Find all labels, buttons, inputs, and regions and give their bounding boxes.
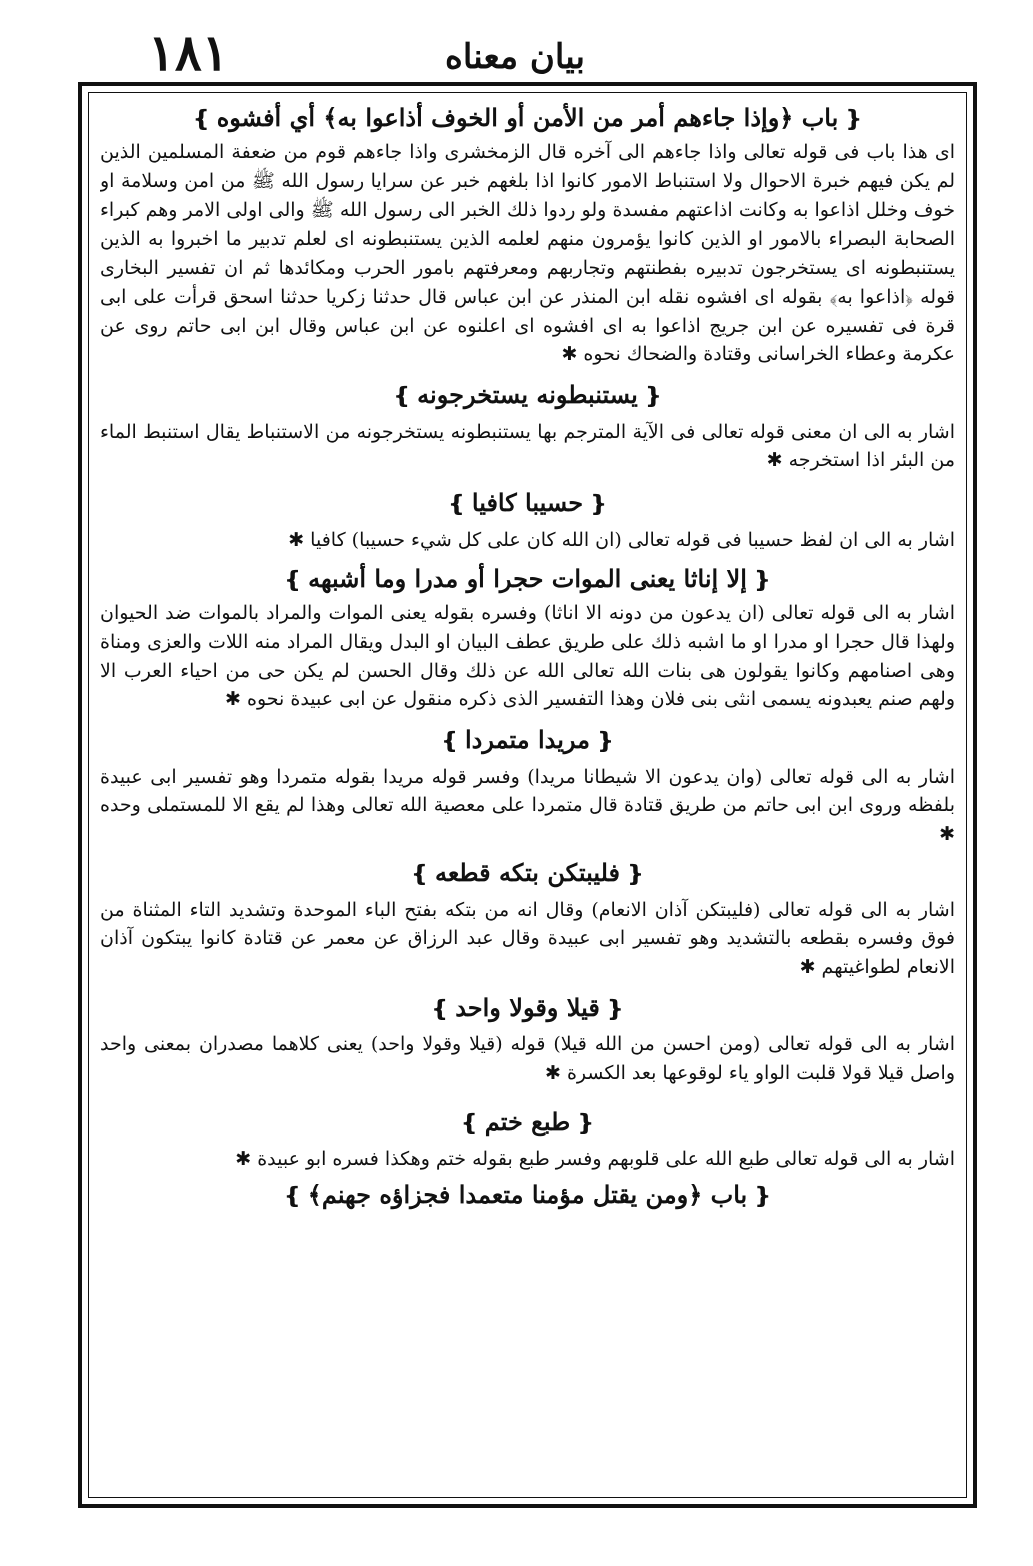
ornament-open: ❴ [844,106,863,132]
section-paragraph: اشار به الى قوله تعالى (وان يدعون الا شيطانا مريدا) وفسر قوله مريدا بقوله متمردا وهو تفسير ابى عبيدة بلفظه وروى ابن ابى حاتم من طريق قتادة قال متمردا على معصية الله تعالى وهذا لم يقع الا للمستملى وحده ✱ [100,765,955,846]
section-muridan [100,726,955,849]
section-tabaa [100,1108,955,1173]
section-heading [100,104,955,132]
section-hasiban [100,489,955,554]
ornament-open: ❴ [576,1110,595,1137]
section-heading [100,859,955,887]
ornament-close: ❵ [460,1110,479,1137]
section-heading [100,489,955,517]
section-heading [100,994,955,1022]
section-heading-text: إلا إناثا يعنى الموات حجرا أو مدرا وما أشبهه [308,563,747,593]
section-broadcasting [100,104,955,369]
running-header: بيان معناه [445,37,585,77]
ornament-open: ❴ [753,1183,772,1210]
ornament-open: ❴ [752,566,772,593]
ornament-close: ❵ [440,728,460,755]
ornament-open: ❴ [643,383,663,410]
section-heading-text: قيلا وقولا واحد [455,993,600,1023]
section-heading [100,1108,955,1136]
ornament-close: ❵ [192,106,211,132]
section-heading-text: حسيبا كافيا [471,488,584,518]
section-paragraph: اى هذا باب فى قوله تعالى واذا جاءهم الى آخره قال الزمخشرى واذا جاءهم قوم من ضعفة المسلمين الذين لم يكن فيهم خبرة الاحوال ولا استنباط الامور كانوا اذا بلغهم خبر عن سرايا رسول الله ﷺ من امن وسلامة او خوف وخلل اذاعوا به وكانت اذاعتهم مفسدة ولو ردوا ذلك الخبر الى رسول الله ﷺ والى اولى الامر وهم كبراء الصحابة البصراء بالامور او الذين كانوا يؤمرون منهم لعلمه الذين يستنبطونه اى لعلم تدبير ما اخبروا به الذين يستنبطونه اى يستخرجون تدبيره بفطنتهم وتجاربهم ومعرفتهم بامور الحرب ومكائدها ثم ان تفسير البخارى قوله ﴿اذاعوا به﴾ بقوله اى افشوه نقله ابن المنذر عن ابن عباس قال حدثنا زكريا حدثنا اسحق قرأت على ابى قرة فى تفسيره عن ابن جريج اذاعوا به اى افشوه اى اعلنوه عن ابن عباس وقال ابن ابى حاتم روى عن عكرمة وعطاء الخراسانى وقتادة والضحاك نحوه ✱ [100,141,955,366]
section-paragraph: اشار به الى ان لفظ حسيبا فى قوله تعالى (ان الله كان على كل شيء حسيبا) كافيا ✱ [288,528,955,551]
section-heading-text: باب ﴿وإذا جاءهم أمر من الأمن أو الخوف أذاعوا به﴾ أي أفشوه [216,103,839,132]
section-paragraph: اشار به الى قوله تعالى (فليبتكن آذان الانعام) وقال انه من بتكه بفتح الباء الموحدة وتشديد التاء المثناة من فوق وفسره بقطعه بالتشديد وهو تفسير ابى عبيدة وقال عبد الرزاق عن معمر عن قتادة كانوا يبتكون آذان الانعام لطواغيتهم ✱ [100,898,955,979]
section-paragraph: اشار به الى قوله تعالى (ومن احسن من الله قيلا) قوله (قيلا وقولا واحد) يعنى كلاهما مصدران بمعنى واحد واصل قيلا قولا قلبت الواو ياء لوقوعها بعد الكسرة ✱ [100,1033,955,1085]
ornament-close: ❵ [430,996,450,1023]
ornament-close: ❵ [283,1183,302,1210]
section-heading-text: يستنبطونه يستخرجونه [417,380,638,410]
section-falayubattikunna [100,859,955,982]
section-man-yaqtul [100,1181,955,1209]
section-heading [100,381,955,409]
section-paragraph: اشار به الى قوله تعالى طبع الله على قلوبهم وفسر طبع بقوله ختم وهكذا فسره ابو عبيدة ✱ [235,1147,955,1170]
section-heading [100,726,955,754]
section-inathan [100,565,955,715]
section-paragraph: اشار به الى قوله تعالى (ان يدعون من دونه الا اناثا) وفسره بقوله يعنى الموات والمراد بالموات ضد الحيوان ولهذا قال حجرا او مدرا او ما اشبه ذلك على طريق عطف البيان او البدل ويقال المراد منه اللات والعزى ومناة وهى اصنامهم وكانوا يقولون هى بنات الله تعالى الله عن ذلك وقال الحسن لم يكن حى من احياء العرب الا ولهم صنم يعبدونه يسمى انثى بنى فلان وهذا التفسير الذى ذكره منقول عن ابى عبيدة نحوه ✱ [100,601,955,711]
section-heading [100,1181,955,1209]
ornament-open: ❴ [595,728,615,755]
ornament-open: ❴ [626,861,645,888]
ornament-open: ❴ [605,996,625,1023]
ornament-close: ❵ [410,861,429,888]
section-heading-text: طبع ختم [484,1107,571,1137]
page-number: ۱۸۱ [148,23,229,82]
section-heading [100,565,955,593]
ornament-open: ❴ [589,491,608,518]
section-qilan [100,994,955,1088]
section-heading-text: مريدا متمردا [465,725,590,755]
ornament-close: ❵ [392,383,412,410]
section-heading-text: باب ﴿ومن يقتل مؤمنا متعمدا فجزاؤه جهنم﴾ [307,1180,748,1210]
section-heading-text: فليبتكن بتكه قطعه [434,858,621,888]
ornament-close: ❵ [447,491,466,518]
ornament-close: ❵ [283,566,303,593]
section-yastanbitunahu [100,381,955,475]
section-paragraph: اشار به الى ان معنى قوله تعالى فى الآية المترجم بها يستنبطونه يستخرجونه من الاستنباط يقال استنبط الماء من البئر اذا استخرجه ✱ [100,420,955,472]
page-body [100,100,955,1490]
